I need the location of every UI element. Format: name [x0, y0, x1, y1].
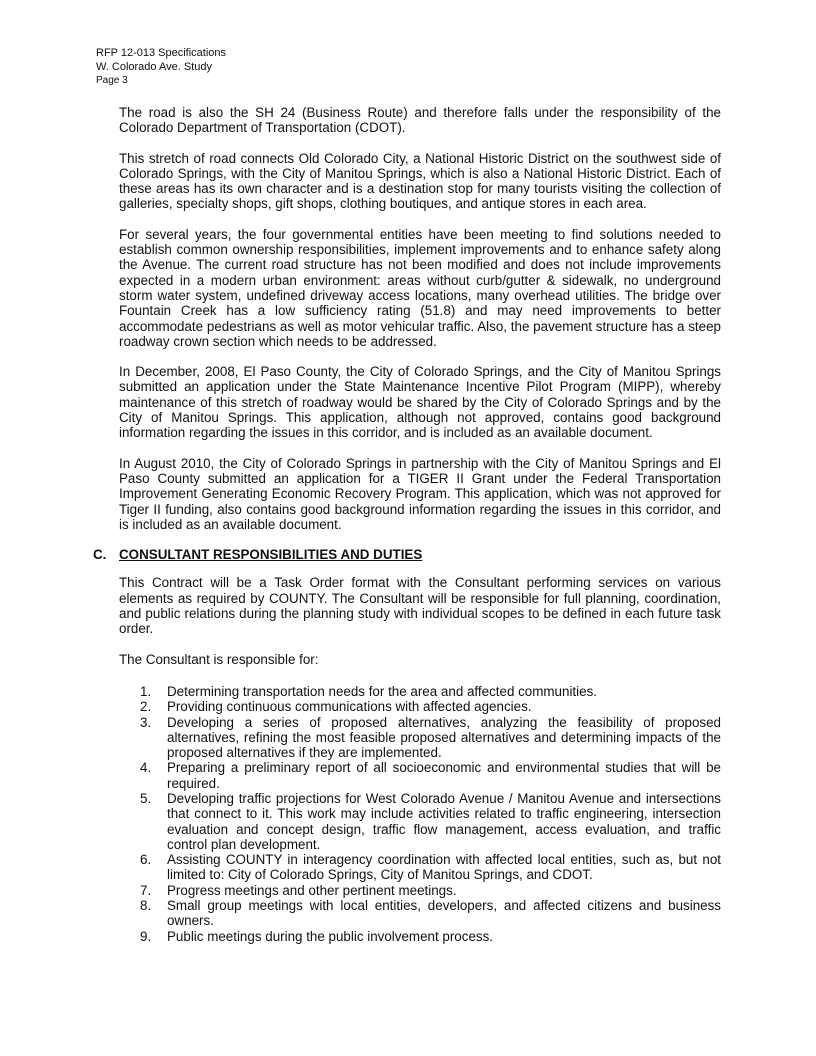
header-page-number: Page 3: [96, 75, 128, 86]
document-body: [93, 105, 721, 944]
list-item: [140, 699, 721, 715]
list-item: [140, 760, 721, 791]
list-item-number: 9.: [140, 928, 152, 944]
list-item: [140, 790, 721, 852]
page-header: [96, 47, 226, 88]
list-item-text: Assisting COUNTY in interagency coordination with affected local entities, such as, but not limited to: City of Colorado Springs, City of Manitou Springs, and CDOT.: [167, 852, 721, 883]
list-item: [140, 928, 721, 944]
paragraph-road-connects: This stretch of road connects Old Colorado City, a National Historic District on the southwest side of Colorado Springs, with the City of Manitou Springs, which is also a National Historic District. Each of these areas has its own character and is a destination stop for many tourists visiting the collection of galleries, specialty shops, gift shops, clothing boutiques, and antique stores in each area.: [119, 150, 721, 212]
list-item-number: 5.: [140, 790, 152, 806]
list-item-text: Small group meetings with local entities, developers, and affected citizens and business owners.: [167, 898, 721, 929]
section-heading-c: [93, 547, 721, 562]
list-item: [140, 714, 721, 761]
list-item-text: Public meetings during the public involvement process.: [167, 928, 494, 944]
list-item-number: 2.: [140, 699, 152, 715]
paragraph-tiger-grant: In August 2010, the City of Colorado Springs in partnership with the City of Manitou Springs and El Paso County submitted an application for a TIGER II Grant under the Federal Transportation Improvement Generating Economic Recovery Program. This application, which was not approved for Tiger II funding, also contains good background information regarding the issues in this corridor, and is included as an available document.: [119, 455, 721, 532]
section-title: CONSULTANT RESPONSIBILITIES AND DUTIES: [119, 547, 423, 563]
list-item-number: 6.: [140, 852, 152, 868]
list-item-text: Determining transportation needs for the area and affected communities.: [167, 683, 597, 699]
header-rfp-line: RFP 12-013 Specifications: [96, 47, 227, 59]
list-item-text: Progress meetings and other pertinent meetings.: [167, 882, 457, 898]
list-item-number: 1.: [140, 683, 152, 699]
paragraph-sh24: The road is also the SH 24 (Business Route) and therefore falls under the responsibility of the Colorado Department of Transportation (CDOT).: [119, 105, 721, 136]
paragraph-mipp-application: In December, 2008, El Paso County, the City of Colorado Springs, and the City of Manitou Springs submitted an application under the State Maintenance Incentive Pilot Program (MIPP), whereby maintenance of this stretch of roadway would be shared by the City of Colorado Springs and by the City of Manitou Springs. This application, although not approved, contains good background information regarding the issues in this corridor, and is included as an available document.: [119, 364, 721, 441]
paragraph-responsible-for: The Consultant is responsible for:: [119, 651, 319, 667]
paragraph-task-order: This Contract will be a Task Order format with the Consultant performing services on various elements as required by COUNTY. The Consultant will be responsible for full planning, coordination, and public relations during the planning study with individual scopes to be defined in each future task order.: [119, 575, 721, 637]
list-item-number: 3.: [140, 714, 152, 730]
list-item-text: Developing a series of proposed alternatives, analyzing the feasibility of proposed alternatives, refining the most feasible proposed alternatives and determining impacts of the proposed alternatives if they are implemented.: [167, 714, 721, 761]
list-item-number: 8.: [140, 898, 152, 914]
list-item-text: Providing continuous communications with affected agencies.: [167, 699, 532, 715]
list-item: [140, 882, 721, 898]
list-item: [140, 898, 721, 929]
paragraph-governmental-entities: For several years, the four governmental entities have been meeting to find solutions needed to establish common ownership responsibilities, implement improvements and to enhance safety along the Avenue. The current road structure has not been modified and does not include improvements expected in a modern urban environment: areas without curb/gutter & sidewalk, no underground storm water system, undefined driveway access locations, many overhead utilities. The bridge over Fountain Creek has a low sufficiency rating (51.8) and may need improvements to better accommodate pedestrians as well as motor vehicular traffic. Also, the pavement structure has a steep roadway crown section which needs to be addressed.: [119, 226, 721, 349]
header-study-line: W. Colorado Ave. Study: [96, 60, 212, 73]
list-item-text: Developing traffic projections for West Colorado Avenue / Manitou Avenue and intersections that connect to it. This work may include activities related to traffic engineering, intersection evaluation and concept design, traffic flow management, access evaluation, and traffic control plan development.: [167, 790, 721, 852]
list-item: [140, 683, 721, 699]
list-item-number: 4.: [140, 760, 152, 776]
responsibilities-list: [119, 684, 721, 944]
list-item-number: 7.: [140, 882, 152, 898]
section-letter: C.: [93, 547, 107, 563]
list-item-text: Preparing a preliminary report of all socioeconomic and environmental studies that will be required.: [167, 760, 721, 791]
list-item: [140, 852, 721, 883]
